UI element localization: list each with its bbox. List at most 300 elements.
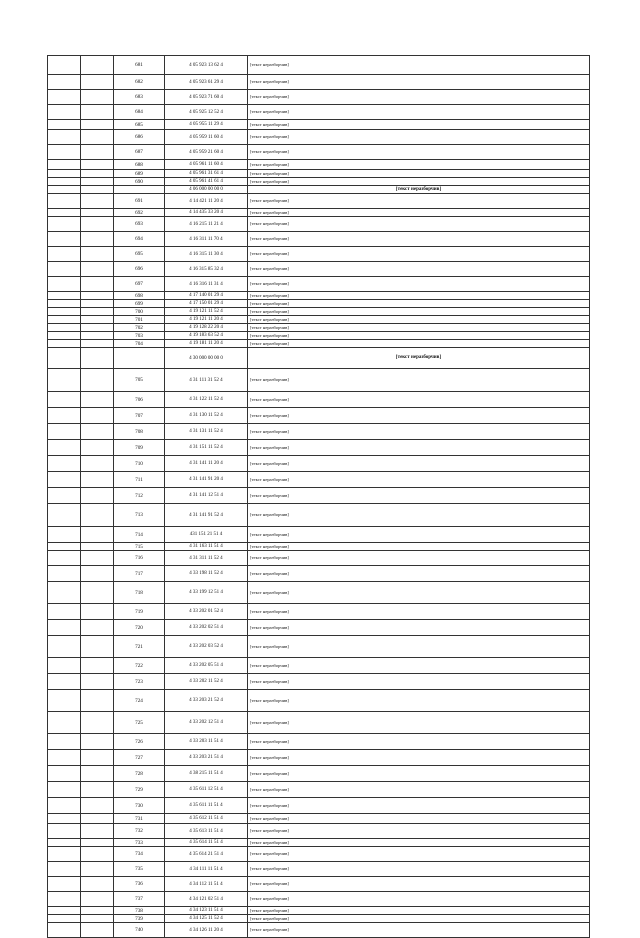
waste-code-cell: 4 31 141 91 20 4 <box>165 472 248 488</box>
waste-code-cell: 4 33 202 11 52 4 <box>165 674 248 690</box>
table-row <box>48 120 590 130</box>
waste-code-cell: 4 31 130 11 52 4 <box>165 408 248 424</box>
waste-name-cell: [текст неразборчив] <box>248 847 590 862</box>
table-row <box>48 308 590 316</box>
blank-cell <box>81 178 114 186</box>
waste-code-cell: 4 33 202 12 51 4 <box>165 712 248 734</box>
blank-cell <box>81 543 114 551</box>
blank-cell <box>48 232 81 247</box>
row-number-cell: 729 <box>114 782 165 798</box>
row-number-cell: 683 <box>114 90 165 105</box>
blank-cell <box>81 324 114 332</box>
blank-cell <box>48 209 81 217</box>
blank-cell <box>48 160 81 170</box>
table-row <box>48 782 590 798</box>
row-number-cell: 697 <box>114 277 165 292</box>
row-number-cell: 687 <box>114 145 165 160</box>
waste-code-cell: 4 14 435 33 20 4 <box>165 209 248 217</box>
blank-cell <box>81 527 114 543</box>
row-number-cell: 698 <box>114 292 165 300</box>
row-number-cell: 738 <box>114 907 165 915</box>
waste-code-cell: 4 19 181 11 20 4 <box>165 340 248 348</box>
row-number-cell: 695 <box>114 247 165 262</box>
waste-name-cell: [текст неразборчив] <box>248 907 590 915</box>
table-row <box>48 472 590 488</box>
blank-cell <box>48 923 81 938</box>
row-number-cell <box>114 348 165 369</box>
waste-name-cell: [текст неразборчив] <box>248 456 590 472</box>
blank-cell <box>48 915 81 923</box>
waste-name-cell: [текст неразборчив] <box>248 734 590 750</box>
waste-name-cell: [текст неразборчив] <box>248 194 590 209</box>
row-number-cell: 690 <box>114 178 165 186</box>
blank-cell <box>48 877 81 892</box>
waste-name-cell: [текст неразборчив] <box>248 712 590 734</box>
blank-cell <box>48 145 81 160</box>
waste-name-cell: [текст неразборчив] <box>248 247 590 262</box>
blank-cell <box>48 120 81 130</box>
table-row <box>48 145 590 160</box>
row-number-cell: 685 <box>114 120 165 130</box>
table-row <box>48 551 590 566</box>
waste-name-cell: [текст неразборчив] <box>248 90 590 105</box>
blank-cell <box>48 90 81 105</box>
waste-name-cell: [текст неразборчив] <box>248 392 590 408</box>
table-row <box>48 504 590 527</box>
table-row <box>48 862 590 877</box>
blank-cell <box>81 340 114 348</box>
blank-cell <box>48 658 81 674</box>
blank-cell <box>48 308 81 316</box>
row-number-cell: 719 <box>114 604 165 620</box>
waste-name-cell: [текст неразборчив] <box>248 178 590 186</box>
waste-name-cell: [текст неразборчив] <box>248 75 590 90</box>
table-row <box>48 824 590 839</box>
waste-code-cell: 4 19 128 22 20 4 <box>165 324 248 332</box>
waste-name-cell: [текст неразборчив] <box>248 551 590 566</box>
table-row <box>48 170 590 178</box>
blank-cell <box>81 620 114 636</box>
blank-cell <box>48 892 81 907</box>
blank-cell <box>81 734 114 750</box>
blank-cell <box>81 348 114 369</box>
blank-cell <box>81 690 114 712</box>
blank-cell <box>48 178 81 186</box>
waste-name-cell: [текст неразборчив] <box>248 440 590 456</box>
blank-cell <box>81 160 114 170</box>
table-row <box>48 915 590 923</box>
blank-cell <box>48 105 81 120</box>
waste-name-cell: [текст неразборчив] <box>248 332 590 340</box>
blank-cell <box>48 824 81 839</box>
blank-cell <box>81 186 114 194</box>
table-row <box>48 814 590 824</box>
waste-code-cell: 4 33 203 21 51 4 <box>165 750 248 766</box>
table-row <box>48 658 590 674</box>
row-number-cell: 731 <box>114 814 165 824</box>
waste-name-cell: [текст неразборчив] <box>248 186 590 194</box>
waste-code-cell: 4 05 923 71 60 4 <box>165 90 248 105</box>
waste-name-cell: [текст неразборчив] <box>248 120 590 130</box>
blank-cell <box>48 798 81 814</box>
blank-cell <box>48 620 81 636</box>
table-row <box>48 300 590 308</box>
blank-cell <box>81 120 114 130</box>
waste-code-cell: 4 05 925 12 52 4 <box>165 105 248 120</box>
blank-cell <box>48 712 81 734</box>
blank-cell <box>48 408 81 424</box>
row-number-cell: 688 <box>114 160 165 170</box>
table-row <box>48 543 590 551</box>
blank-cell <box>81 915 114 923</box>
waste-name-cell: [текст неразборчив] <box>248 300 590 308</box>
blank-cell <box>81 782 114 798</box>
blank-cell <box>48 316 81 324</box>
waste-name-cell: [текст неразборчив] <box>248 782 590 798</box>
table-row <box>48 907 590 915</box>
row-number-cell: 705 <box>114 369 165 392</box>
blank-cell <box>48 340 81 348</box>
waste-name-cell: [текст неразборчив] <box>248 277 590 292</box>
waste-code-cell: 4 33 202 02 51 4 <box>165 620 248 636</box>
waste-code-cell: 4 31 122 11 52 4 <box>165 392 248 408</box>
waste-name-cell: [текст неразборчив] <box>248 915 590 923</box>
blank-cell <box>81 277 114 292</box>
blank-cell <box>48 56 81 75</box>
blank-cell <box>81 488 114 504</box>
waste-code-cell: 4 31 163 11 51 4 <box>165 543 248 551</box>
waste-name-cell: [текст неразборчив] <box>248 408 590 424</box>
table-row <box>48 750 590 766</box>
table-row <box>48 456 590 472</box>
row-number-cell: 718 <box>114 582 165 604</box>
blank-cell <box>48 456 81 472</box>
waste-name-cell: [текст неразборчив] <box>248 674 590 690</box>
row-number-cell: 736 <box>114 877 165 892</box>
waste-code-cell: 4 33 202 03 52 4 <box>165 636 248 658</box>
waste-name-cell: [текст неразборчив] <box>248 324 590 332</box>
blank-cell <box>48 604 81 620</box>
blank-cell <box>48 277 81 292</box>
table-row <box>48 194 590 209</box>
waste-code-cell: 4 16 315 11 30 4 <box>165 247 248 262</box>
waste-code-cell: 4 33 198 11 52 4 <box>165 566 248 582</box>
waste-name-cell: [текст неразборчив] <box>248 424 590 440</box>
blank-cell <box>81 217 114 232</box>
row-number-cell: 712 <box>114 488 165 504</box>
waste-code-cell: 4 31 141 12 51 4 <box>165 488 248 504</box>
waste-code-cell: 4 05 923 13 62 4 <box>165 56 248 75</box>
waste-code-cell: 4 34 126 11 20 4 <box>165 923 248 938</box>
row-number-cell: 722 <box>114 658 165 674</box>
table-row <box>48 424 590 440</box>
blank-cell <box>48 300 81 308</box>
blank-cell <box>81 798 114 814</box>
blank-cell <box>48 217 81 232</box>
row-number-cell: 713 <box>114 504 165 527</box>
table-row <box>48 674 590 690</box>
blank-cell <box>48 130 81 145</box>
blank-cell <box>48 551 81 566</box>
blank-cell <box>48 424 81 440</box>
blank-cell <box>81 636 114 658</box>
row-number-cell: 717 <box>114 566 165 582</box>
waste-code-cell: 4 16 215 11 21 4 <box>165 217 248 232</box>
waste-code-cell: 4 31 141 11 20 4 <box>165 456 248 472</box>
waste-name-cell: [текст неразборчив] <box>248 824 590 839</box>
row-number-cell: 725 <box>114 712 165 734</box>
row-number-cell: 735 <box>114 862 165 877</box>
waste-code-cell: 4 33 202 05 51 4 <box>165 658 248 674</box>
waste-name-cell: [текст неразборчив] <box>248 340 590 348</box>
waste-code-cell: 4 05 959 21 60 4 <box>165 145 248 160</box>
table-row <box>48 292 590 300</box>
blank-cell <box>81 105 114 120</box>
row-number-cell: 726 <box>114 734 165 750</box>
waste-code-cell: 4 35 614 21 51 4 <box>165 847 248 862</box>
blank-cell <box>81 456 114 472</box>
waste-name-cell: [текст неразборчив] <box>248 217 590 232</box>
table-row <box>48 324 590 332</box>
waste-name-cell: [текст неразборчив] <box>248 604 590 620</box>
blank-cell <box>81 145 114 160</box>
blank-cell <box>48 170 81 178</box>
blank-cell <box>81 877 114 892</box>
blank-cell <box>48 348 81 369</box>
waste-code-cell: 4 34 111 11 51 4 <box>165 862 248 877</box>
waste-name-cell: [текст неразборчив] <box>248 750 590 766</box>
row-number-cell: 723 <box>114 674 165 690</box>
row-number-cell: 734 <box>114 847 165 862</box>
section-row <box>48 348 590 369</box>
waste-name-cell: [текст неразборчив] <box>248 105 590 120</box>
table-row <box>48 277 590 292</box>
row-number-cell: 700 <box>114 308 165 316</box>
blank-cell <box>81 892 114 907</box>
waste-code-cell: 4 35 611 12 51 4 <box>165 782 248 798</box>
blank-cell <box>48 782 81 798</box>
blank-cell <box>81 90 114 105</box>
waste-code-cell: 4 16 311 11 70 4 <box>165 232 248 247</box>
row-number-cell: 689 <box>114 170 165 178</box>
row-number-cell: 730 <box>114 798 165 814</box>
waste-code-cell: 4 14 421 11 20 4 <box>165 194 248 209</box>
waste-name-cell: [текст неразборчив] <box>248 262 590 277</box>
row-number-cell: 716 <box>114 551 165 566</box>
table-row <box>48 105 590 120</box>
table-row <box>48 488 590 504</box>
blank-cell <box>81 316 114 324</box>
waste-name-cell: [текст неразборчив] <box>248 766 590 782</box>
blank-cell <box>48 636 81 658</box>
row-number-cell: 707 <box>114 408 165 424</box>
table-row <box>48 56 590 75</box>
blank-cell <box>48 369 81 392</box>
table-row <box>48 604 590 620</box>
waste-name-cell: [текст неразборчив] <box>248 316 590 324</box>
waste-code-cell: 4 35 613 11 51 4 <box>165 824 248 839</box>
waste-code-cell: 4 31 141 91 52 4 <box>165 504 248 527</box>
waste-code-cell: 4 05 961 31 61 4 <box>165 170 248 178</box>
table-row <box>48 316 590 324</box>
waste-name-cell: [текст неразборчив] <box>248 209 590 217</box>
waste-code-cell: 4 33 203 11 51 4 <box>165 734 248 750</box>
row-number-cell: 686 <box>114 130 165 145</box>
blank-cell <box>48 332 81 340</box>
table-row <box>48 392 590 408</box>
row-number-cell <box>114 186 165 194</box>
table-row <box>48 620 590 636</box>
waste-code-cell: 4 05 955 11 29 4 <box>165 120 248 130</box>
row-number-cell: 727 <box>114 750 165 766</box>
blank-cell <box>48 504 81 527</box>
row-number-cell: 702 <box>114 324 165 332</box>
waste-name-cell: [текст неразборчив] <box>248 472 590 488</box>
waste-code-cell: 4 35 611 11 51 4 <box>165 798 248 814</box>
blank-cell <box>48 527 81 543</box>
row-number-cell: 692 <box>114 209 165 217</box>
blank-cell <box>48 488 81 504</box>
waste-name-cell: [текст неразборчив] <box>248 814 590 824</box>
blank-cell <box>48 262 81 277</box>
waste-name-cell: [текст неразборчив] <box>248 636 590 658</box>
table-row <box>48 262 590 277</box>
waste-code-cell: 4 31 111 31 52 4 <box>165 369 248 392</box>
table-row <box>48 217 590 232</box>
table-row <box>48 566 590 582</box>
waste-code-cell: 4 16 316 11 31 4 <box>165 277 248 292</box>
blank-cell <box>81 766 114 782</box>
blank-cell <box>81 232 114 247</box>
blank-cell <box>48 814 81 824</box>
row-number-cell: 682 <box>114 75 165 90</box>
waste-code-cell: 4 34 125 11 52 4 <box>165 915 248 923</box>
blank-cell <box>81 262 114 277</box>
waste-name-cell: [текст неразборчив] <box>248 862 590 877</box>
blank-cell <box>81 292 114 300</box>
waste-code-cell: 4 19 121 11 52 4 <box>165 308 248 316</box>
blank-cell <box>81 551 114 566</box>
blank-cell <box>48 75 81 90</box>
row-number-cell: 721 <box>114 636 165 658</box>
waste-name-cell: [текст неразборчив] <box>248 504 590 527</box>
blank-cell <box>81 209 114 217</box>
waste-name-cell: [текст неразборчив] <box>248 923 590 938</box>
waste-code-cell: 4 38 215 11 51 4 <box>165 766 248 782</box>
table-row <box>48 178 590 186</box>
waste-code-cell: 4 34 112 11 51 4 <box>165 877 248 892</box>
waste-code-cell: 4 30 000 00 00 0 <box>165 348 248 369</box>
row-number-cell: 703 <box>114 332 165 340</box>
waste-code-cell: 4 33 199 12 51 4 <box>165 582 248 604</box>
row-number-cell: 708 <box>114 424 165 440</box>
waste-name-cell: [текст неразборчив] <box>248 582 590 604</box>
table-row <box>48 130 590 145</box>
row-number-cell: 694 <box>114 232 165 247</box>
waste-name-cell: [текст неразборчив] <box>248 543 590 551</box>
waste-code-cell: 4 06 000 00 00 0 <box>165 186 248 194</box>
table-row <box>48 923 590 938</box>
blank-cell <box>48 543 81 551</box>
row-number-cell: 733 <box>114 839 165 847</box>
blank-cell <box>48 472 81 488</box>
table-row <box>48 847 590 862</box>
waste-code-cell: 4 05 961 11 60 4 <box>165 160 248 170</box>
row-number-cell: 691 <box>114 194 165 209</box>
table-row <box>48 877 590 892</box>
blank-cell <box>48 186 81 194</box>
row-number-cell: 715 <box>114 543 165 551</box>
row-number-cell: 724 <box>114 690 165 712</box>
waste-name-cell: [текст неразборчив] <box>248 566 590 582</box>
waste-code-cell: 4 17 140 01 29 4 <box>165 292 248 300</box>
row-number-cell: 737 <box>114 892 165 907</box>
table-row <box>48 636 590 658</box>
waste-classifier-table <box>47 55 590 938</box>
blank-cell <box>48 839 81 847</box>
blank-cell <box>81 712 114 734</box>
waste-code-cell: 4 19 121 11 20 4 <box>165 316 248 324</box>
blank-cell <box>81 170 114 178</box>
waste-code-cell: 4 17 150 01 29 4 <box>165 300 248 308</box>
waste-code-cell: 4 05 961 41 61 4 <box>165 178 248 186</box>
waste-name-cell: [текст неразборчив] <box>248 488 590 504</box>
blank-cell <box>48 292 81 300</box>
table-row <box>48 798 590 814</box>
blank-cell <box>81 75 114 90</box>
table-row <box>48 209 590 217</box>
table-body <box>48 56 590 938</box>
waste-code-cell: 4 19 183 63 52 4 <box>165 332 248 340</box>
table-row <box>48 734 590 750</box>
blank-cell <box>48 766 81 782</box>
table-row <box>48 892 590 907</box>
row-number-cell: 709 <box>114 440 165 456</box>
waste-code-cell: 4 05 923 61 29 4 <box>165 75 248 90</box>
blank-cell <box>81 424 114 440</box>
waste-code-cell: 4 35 612 11 51 4 <box>165 814 248 824</box>
table-row <box>48 582 590 604</box>
blank-cell <box>81 392 114 408</box>
waste-code-cell: 4 33 202 01 52 4 <box>165 604 248 620</box>
blank-cell <box>48 440 81 456</box>
table-row <box>48 712 590 734</box>
blank-cell <box>48 862 81 877</box>
waste-name-cell: [текст неразборчив] <box>248 620 590 636</box>
waste-name-cell: [текст неразборчив] <box>248 690 590 712</box>
blank-cell <box>81 130 114 145</box>
table-row <box>48 340 590 348</box>
blank-cell <box>81 194 114 209</box>
blank-cell <box>81 472 114 488</box>
blank-cell <box>81 308 114 316</box>
blank-cell <box>81 582 114 604</box>
row-number-cell: 728 <box>114 766 165 782</box>
row-number-cell: 693 <box>114 217 165 232</box>
blank-cell <box>48 690 81 712</box>
row-number-cell: 714 <box>114 527 165 543</box>
row-number-cell: 706 <box>114 392 165 408</box>
row-number-cell: 696 <box>114 262 165 277</box>
blank-cell <box>81 923 114 938</box>
table-row <box>48 247 590 262</box>
table-row <box>48 690 590 712</box>
row-number-cell: 701 <box>114 316 165 324</box>
document-page <box>47 55 590 938</box>
waste-code-cell: 4 05 959 11 60 4 <box>165 130 248 145</box>
blank-cell <box>81 247 114 262</box>
blank-cell <box>81 56 114 75</box>
